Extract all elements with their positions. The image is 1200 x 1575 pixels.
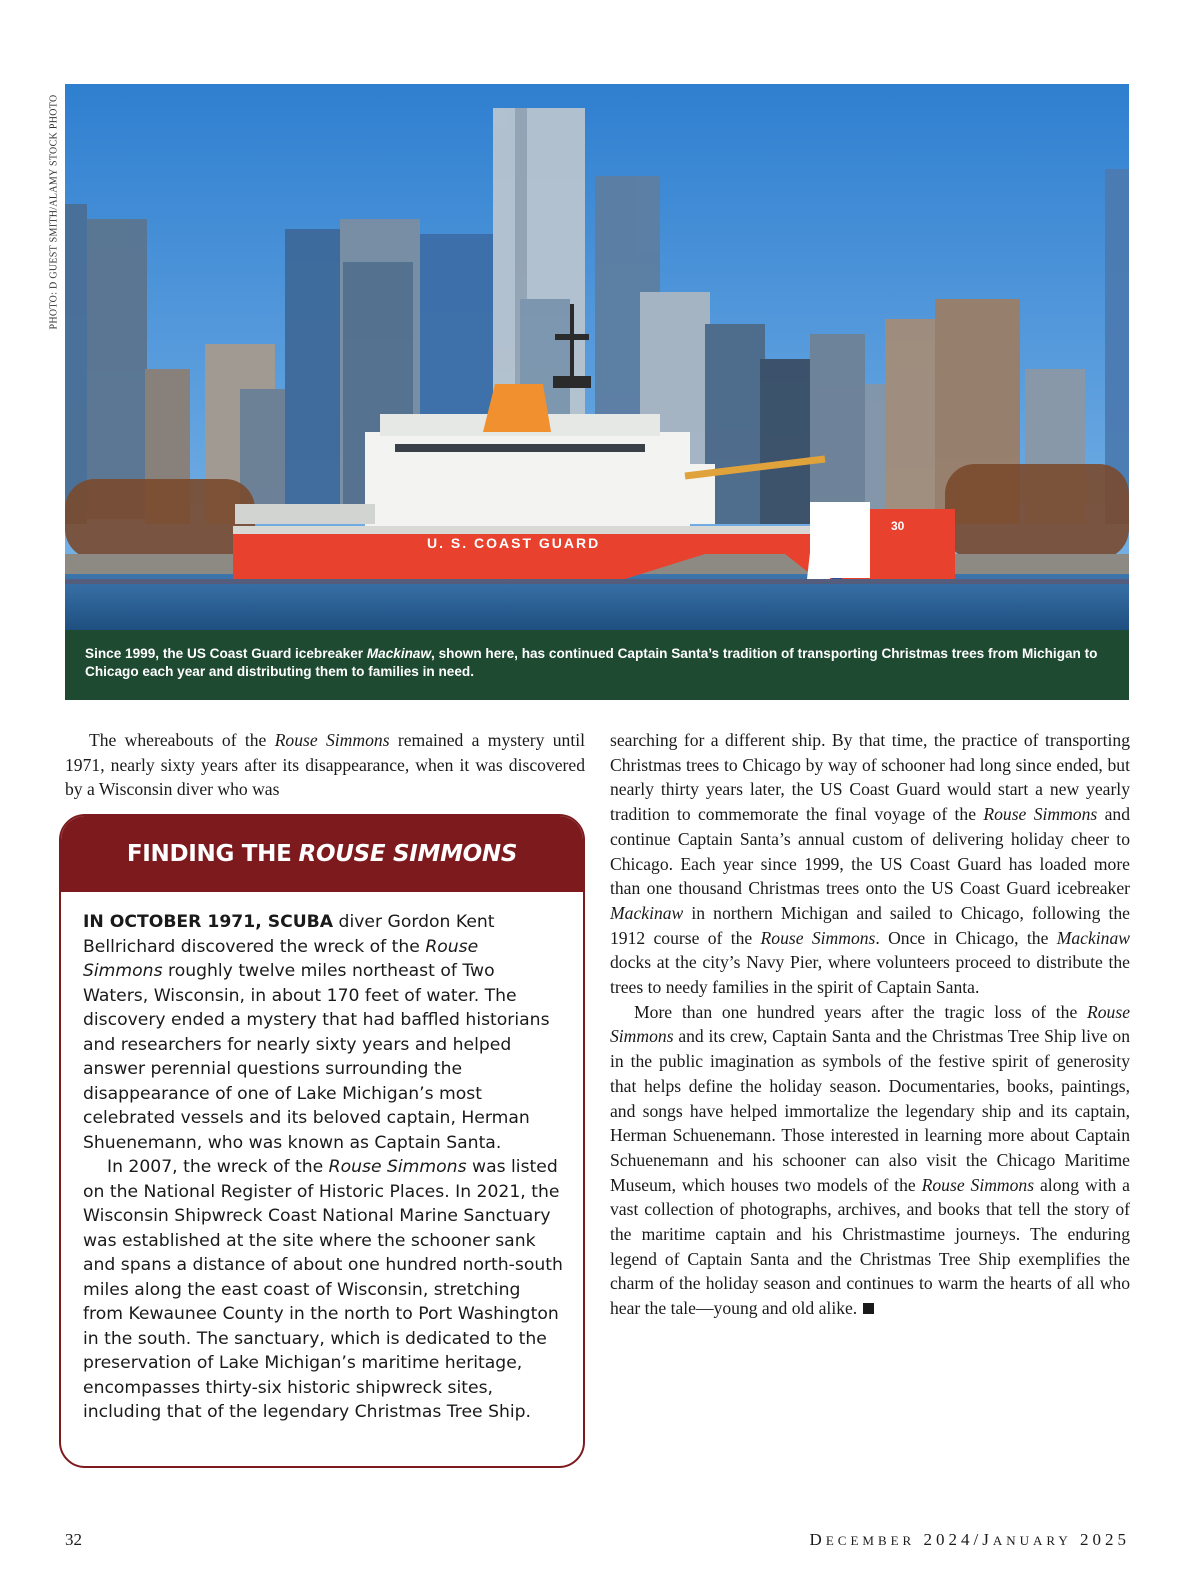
sidebar-paragraph-1: IN OCTOBER 1971, SCUBA diver Gordon Kent Bellrichard discovered the wreck of the Rouse Simmons roughly twelve miles northeast of Two Waters, Wisconsin, in about 170 feet of water. The discovery ended a mystery that had baffled historians and researchers for nearly sixty years and helped answer perennial questions surrounding the disappearance of one of Lake Michigan’s most celebrated vessels and its beloved captain, Herman Shuenemann, who was known as Captain Santa. xyxy=(83,912,550,1153)
sidebar-paragraph-2: In 2007, the wreck of the Rouse Simmons was listed on the National Register of Historic Places. In 2021, the Wisconsin Shipwreck Coast National Marine Sanctuary was established at the site where the schooner sank and spans a distance of about one hundred north-south miles along the east coast of Wisconsin, stretching from Kewaunee County in the north to Port Washington in the south. The sanctuary, which is dedicated to the preservation of Lake Michigan’s maritime heritage, encompasses thirty-six historic shipwreck sites, including that of the legendary Christmas Tree Ship. xyxy=(83,1157,563,1422)
sidebar-title: FINDING THE ROUSE SIMMONS xyxy=(61,816,583,892)
right-paragraph-2: More than one hundred years after the tragic loss of the Rouse Simmons and its crew, Captain Santa and the Christmas Tree Ship live on in the public imagination as symbols of the festive spirit of generosity that helps define the holiday season. Documentaries, books, paintings, and songs have helped immortalize the legendary ship and its captain, Herman Schuenemann. Those interested in learning more about Captain Schuenemann and his schooner can also visit the Chicago Maritime Museum, which houses two models of the Rouse Simmons along with a vast collection of photographs, archives, and books that tell the story of the maritime captain and his Christmastime journeys. The enduring legend of Captain Santa and the Christmas Tree Ship exemplifies the charm of the holiday season and continues to warm the hearts of all who hear the tale—young and old alike. xyxy=(610,1001,1130,1319)
hull-text: U. S. COAST GUARD xyxy=(427,535,601,551)
ship-number: 30 xyxy=(891,519,905,533)
right-paragraph-1: searching for a different ship. By that time, the practice of transporting Christmas trees to Chicago by way of schooner had long since ended, but nearly thirty years later, the US Coast Guard would start a new yearly tradition to commemorate the final voyage of the Rouse Simmons and continue Captain Santa’s annual custom of delivering holiday cheer to Chicago. Each year since 1999, the US Coast Guard has loaded more than one thousand Christmas trees onto the US Coast Guard icebreaker Mackinaw in northern Michigan and sailed to Chicago, following the 1912 course of the Rouse Simmons. Once in Chicago, the Mackinaw docks at the city’s Navy Pier, where volunteers proceed to distribute the trees to needy families in the spirit of Captain Santa. xyxy=(610,730,1130,998)
end-mark-icon xyxy=(863,1303,874,1314)
photo-credit: PHOTO: D GUEST SMITH/ALAMY STOCK PHOTO xyxy=(48,94,60,330)
page-number: 32 xyxy=(65,1530,82,1549)
left-column-intro: The whereabouts of the Rouse Simmons remained a mystery until 1971, nearly sixty years after its disappearance, when it was discovered by a Wisconsin diver who was xyxy=(65,730,586,800)
issue-date: DECEMBER 2024/JANUARY 2025 xyxy=(809,1530,1130,1549)
sidebar-body xyxy=(61,892,583,1425)
sidebar-box xyxy=(59,814,585,1468)
photo-icebreaker-chicago-skyline xyxy=(65,84,1129,630)
right-column xyxy=(610,728,1130,1321)
photo-caption: Since 1999, the US Coast Guard icebreaker Mackinaw, shown here, has continued Captain Santa’s tradition of transporting Christmas trees from Michigan to Chicago each year and distributing them to families in need. xyxy=(65,630,1129,700)
